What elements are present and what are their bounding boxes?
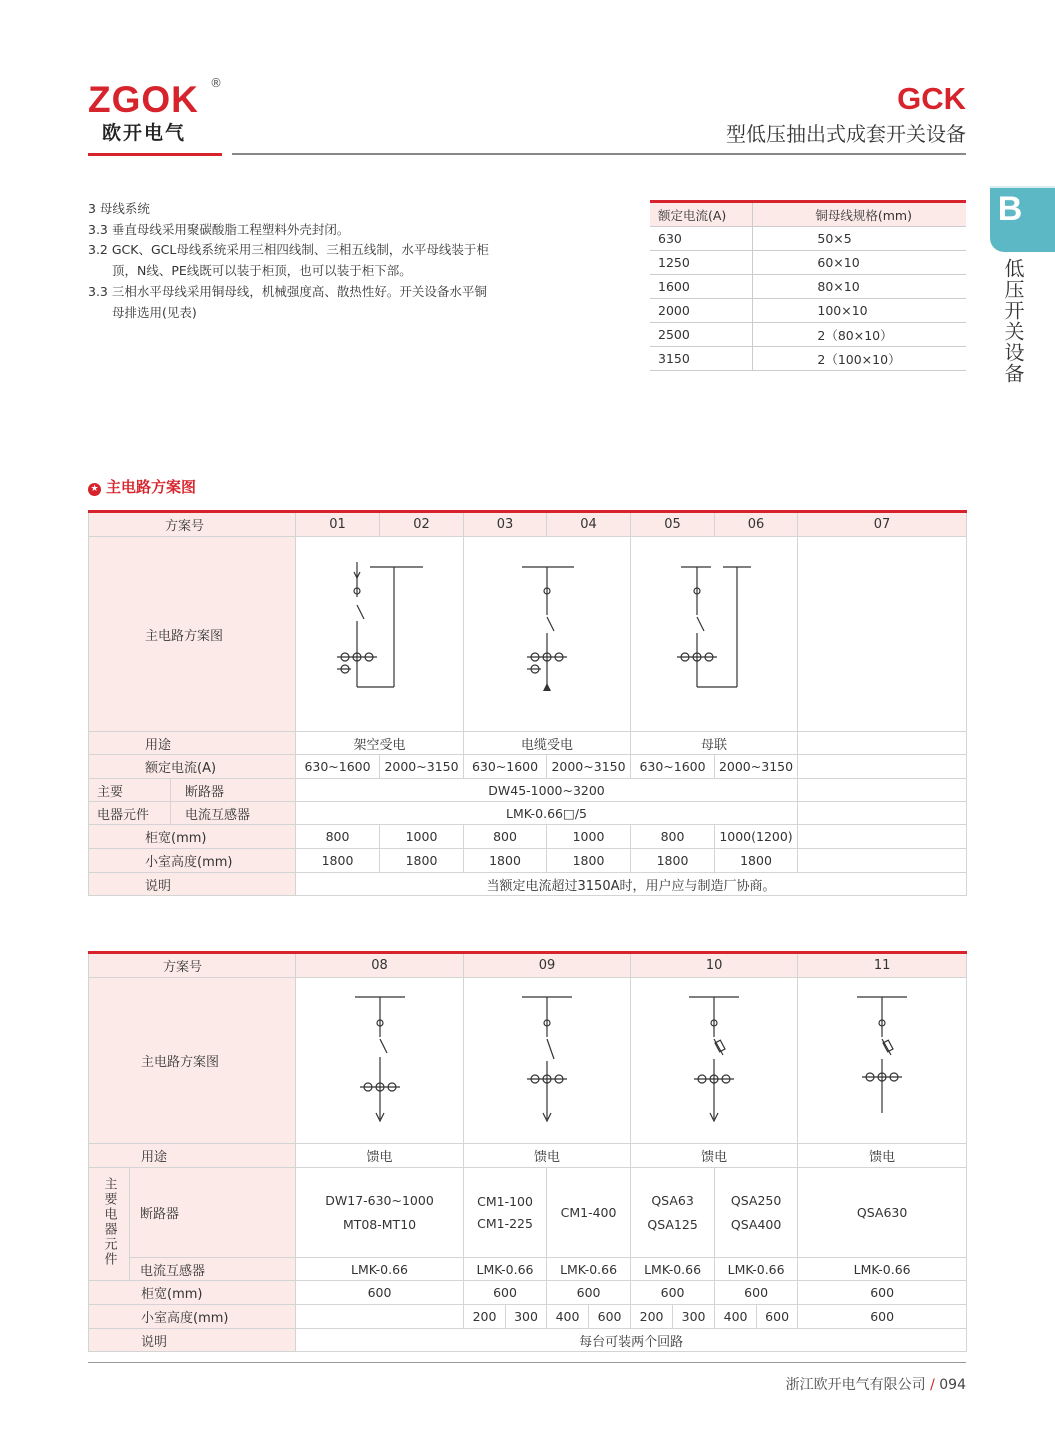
width-11: 600 — [798, 1281, 967, 1305]
breaker-09a-line2: CM1-225 — [477, 1215, 533, 1231]
height-04: 1800 — [547, 849, 631, 873]
width-10a: 600 — [631, 1281, 715, 1305]
main-components-label-1: 主要 — [89, 779, 171, 802]
width-09b: 600 — [547, 1281, 631, 1305]
width-08: 600 — [296, 1281, 464, 1305]
header-accent-line — [88, 153, 222, 156]
diagram-05-06 — [631, 537, 798, 732]
section-title — [88, 476, 196, 497]
table-row — [650, 227, 966, 251]
use-07 — [798, 732, 967, 755]
current-06: 2000~3150 — [715, 755, 798, 779]
side-tab-label: 低压开关设备 — [1001, 258, 1025, 384]
height-10-4: 600 — [757, 1305, 798, 1329]
height-06: 1800 — [715, 849, 798, 873]
height-07 — [798, 849, 967, 873]
scheme-03: 03 — [464, 512, 547, 537]
breaker-10a — [631, 1168, 715, 1258]
table-row — [650, 299, 966, 323]
height-09-4: 600 — [589, 1305, 631, 1329]
main-components-label — [89, 1168, 130, 1281]
breaker-08 — [296, 1168, 464, 1258]
scheme-06: 06 — [715, 512, 798, 537]
scheme-01: 01 — [296, 512, 380, 537]
note-text: 每台可装两个回路 — [296, 1329, 967, 1352]
registered-mark: ® — [210, 76, 222, 90]
header-current: 额定电流(A) — [650, 202, 753, 227]
diagram-03-04 — [464, 537, 631, 732]
diagram-01-02 — [296, 537, 464, 732]
breaker-09b: CM1-400 — [547, 1168, 631, 1258]
breaker-07 — [798, 779, 967, 802]
current-02: 2000~3150 — [380, 755, 464, 779]
circuit-scheme-table-1 — [88, 510, 967, 896]
table-row — [89, 1144, 967, 1168]
height-10-1: 200 — [631, 1305, 673, 1329]
note-text: 当额定电流超过3150A时，用户应与制造厂协商。 — [296, 873, 967, 896]
ct-09a: LMK-0.66 — [464, 1258, 547, 1281]
breaker-09a-line1: CM1-100 — [477, 1193, 533, 1209]
table-row — [89, 849, 967, 873]
table-row — [89, 1168, 967, 1258]
table-row — [89, 512, 967, 537]
use-08: 馈电 — [296, 1144, 464, 1168]
current-03: 630~1600 — [464, 755, 547, 779]
height-05: 1800 — [631, 849, 715, 873]
ct-10b: LMK-0.66 — [715, 1258, 798, 1281]
height-01: 1800 — [296, 849, 380, 873]
intro-line-6: 母排选用(见表) — [112, 305, 197, 320]
height-09-1: 200 — [464, 1305, 506, 1329]
cell: 80×10 — [753, 275, 966, 299]
current-01: 630~1600 — [296, 755, 380, 779]
circuit-diagram-feeder-08 — [297, 979, 463, 1139]
cell: 1600 — [650, 275, 753, 299]
width-03: 800 — [464, 825, 547, 849]
circuit-diagram-feeder-10 — [631, 979, 797, 1139]
use-label: 用途 — [89, 1144, 296, 1168]
breaker-11: QSA630 — [798, 1168, 967, 1258]
breaker-10b — [715, 1168, 798, 1258]
ct-11: LMK-0.66 — [798, 1258, 967, 1281]
height-09-3: 400 — [547, 1305, 589, 1329]
footer-company: 浙江欧开电气有限公司 — [785, 1377, 926, 1393]
compartment-height-label: 小室高度(mm) — [89, 849, 296, 873]
use-01-02: 架空受电 — [296, 732, 464, 755]
intro-line-5: 3.3 三相水平母线采用铜母线，机械强度高、散热性好。开关设备水平铜 — [88, 284, 487, 299]
main-components-text: 主要电器元件 — [101, 1177, 117, 1267]
section-title-text: 主电路方案图 — [106, 478, 197, 496]
cabinet-width-label: 柜宽(mm) — [89, 1281, 296, 1305]
current-04: 2000~3150 — [547, 755, 631, 779]
intro-line-3: 3.2 GCK、GCL母线系统采用三相四线制、三相五线制，水平母线装于柜 — [88, 242, 489, 257]
scheme-05: 05 — [631, 512, 715, 537]
height-03: 1800 — [464, 849, 547, 873]
table-row — [89, 732, 967, 755]
diagram-08 — [296, 978, 464, 1144]
height-10-3: 400 — [715, 1305, 757, 1329]
use-03-04: 电缆受电 — [464, 732, 631, 755]
width-09a: 600 — [464, 1281, 547, 1305]
diagram-10 — [631, 978, 798, 1144]
diagram-label: 主电路方案图 — [89, 978, 296, 1144]
breaker-value: DW45-1000~3200 — [296, 779, 798, 802]
current-05: 630~1600 — [631, 755, 715, 779]
table-row — [89, 779, 967, 802]
table-row — [89, 953, 967, 978]
scheme-07: 07 — [798, 512, 967, 537]
table-row — [89, 755, 967, 779]
table-header — [650, 202, 966, 227]
rated-current-label: 额定电流(A) — [89, 755, 296, 779]
cell: 3150 — [650, 347, 753, 371]
product-code: GCK — [897, 81, 966, 116]
scheme-08: 08 — [296, 953, 464, 978]
diagram-label: 主电路方案图 — [89, 537, 296, 732]
footer — [786, 1374, 966, 1394]
circuit-diagram-feeder-11 — [799, 979, 965, 1139]
compartment-height-label: 小室高度(mm) — [89, 1305, 296, 1329]
table-row — [89, 1258, 967, 1281]
breaker-label: 断路器 — [171, 779, 296, 802]
cell: 2（80×10） — [753, 323, 966, 347]
brand-logo: ZGOK — [88, 79, 199, 120]
ct-09b: LMK-0.66 — [547, 1258, 631, 1281]
height-08 — [296, 1305, 464, 1329]
table-row — [89, 825, 967, 849]
intro-line-4: 顶，N线、PE线既可以装于柜顶，也可以装于柜下部。 — [112, 263, 412, 278]
cell: 2000 — [650, 299, 753, 323]
brand-name-cn: 欧开电气 — [102, 122, 187, 144]
page-number: 094 — [939, 1377, 966, 1393]
diagram-09 — [464, 978, 631, 1144]
cell: 100×10 — [753, 299, 966, 323]
breaker-label: 断路器 — [130, 1168, 296, 1258]
circuit-diagram-incoming-overhead — [297, 537, 463, 727]
scheme-02: 02 — [380, 512, 464, 537]
star-icon: ★ — [88, 483, 101, 496]
table-row — [89, 1329, 967, 1352]
breaker-10b-line1: QSA250 — [730, 1192, 782, 1208]
cell: 2（100×10） — [753, 347, 966, 371]
table-row — [650, 275, 966, 299]
scheme-number-label: 方案号 — [89, 512, 296, 537]
scheme-number-label: 方案号 — [89, 953, 296, 978]
width-06: 1000(1200) — [715, 825, 798, 849]
cell: 2500 — [650, 323, 753, 347]
circuit-diagram-incoming-cable — [464, 537, 630, 727]
table-row — [650, 323, 966, 347]
intro-line-1: 3 母线系统 — [88, 201, 150, 216]
header-divider — [232, 153, 966, 155]
breaker-10b-line2: QSA400 — [730, 1216, 782, 1232]
intro-line-2: 3.3 垂直母线采用聚碳酸脂工程塑料外壳封闭。 — [88, 222, 350, 237]
diagram-11 — [798, 978, 967, 1144]
height-10-2: 300 — [673, 1305, 715, 1329]
circuit-diagram-bus-coupler — [631, 537, 797, 727]
table-row — [89, 802, 967, 825]
height-02: 1800 — [380, 849, 464, 873]
cell: 1250 — [650, 251, 753, 275]
busbar-spec-table — [650, 200, 966, 371]
breaker-08-line2: MT08-MT10 — [342, 1216, 417, 1232]
note-label: 说明 — [89, 1329, 296, 1352]
cell: 50×5 — [753, 227, 966, 251]
table-row — [89, 873, 967, 896]
scheme-09: 09 — [464, 953, 631, 978]
circuit-scheme-table-2 — [88, 951, 967, 1352]
diagram-07 — [798, 537, 967, 732]
note-label: 说明 — [89, 873, 296, 896]
table-row — [89, 537, 967, 732]
width-07 — [798, 825, 967, 849]
circuit-diagram-feeder-09 — [464, 979, 630, 1139]
cell: 60×10 — [753, 251, 966, 275]
use-09: 馈电 — [464, 1144, 631, 1168]
ct-label: 电流互感器 — [171, 802, 296, 825]
breaker-10a-line1: QSA63 — [651, 1192, 694, 1208]
footer-divider — [88, 1362, 966, 1363]
table-row — [89, 978, 967, 1144]
width-04: 1000 — [547, 825, 631, 849]
width-02: 1000 — [380, 825, 464, 849]
scheme-11: 11 — [798, 953, 967, 978]
breaker-10a-line2: QSA125 — [647, 1216, 698, 1232]
height-09-2: 300 — [506, 1305, 547, 1329]
width-05: 800 — [631, 825, 715, 849]
ct-label: 电流互感器 — [130, 1258, 296, 1281]
use-05-06: 母联 — [631, 732, 798, 755]
side-tab-letter: B — [997, 190, 1023, 228]
scheme-10: 10 — [631, 953, 798, 978]
use-11: 馈电 — [798, 1144, 967, 1168]
ct-value: LMK-0.66□/5 — [296, 802, 798, 825]
header-busbar-spec: 铜母线规格(mm) — [753, 202, 966, 227]
use-10: 馈电 — [631, 1144, 798, 1168]
ct-08: LMK-0.66 — [296, 1258, 464, 1281]
footer-separator: / — [925, 1377, 940, 1393]
product-title: 型低压抽出式成套开关设备 — [726, 122, 966, 146]
width-01: 800 — [296, 825, 380, 849]
ct-07 — [798, 802, 967, 825]
breaker-08-line1: DW17-630~1000 — [325, 1192, 434, 1208]
current-07 — [798, 755, 967, 779]
width-10b: 600 — [715, 1281, 798, 1305]
table-row — [89, 1281, 967, 1305]
height-11: 600 — [798, 1305, 967, 1329]
cabinet-width-label: 柜宽(mm) — [89, 825, 296, 849]
breaker-09a — [464, 1168, 547, 1258]
table-row — [650, 347, 966, 371]
ct-10a: LMK-0.66 — [631, 1258, 715, 1281]
use-label: 用途 — [89, 732, 296, 755]
cell: 630 — [650, 227, 753, 251]
main-components-label-2: 电器元件 — [89, 802, 171, 825]
scheme-04: 04 — [547, 512, 631, 537]
table-row — [89, 1305, 967, 1329]
table-row — [650, 251, 966, 275]
